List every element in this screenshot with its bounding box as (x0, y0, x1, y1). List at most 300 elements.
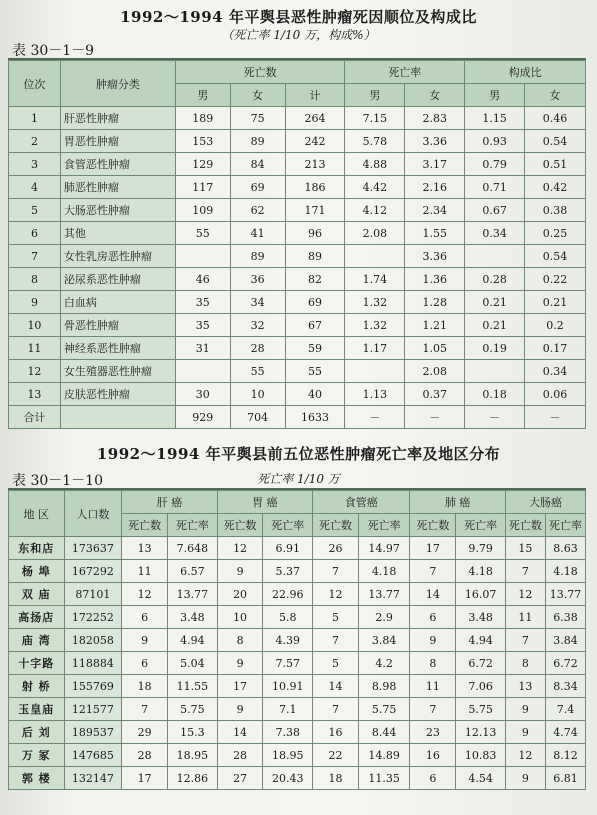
rate-cell: 5.75 (456, 698, 506, 721)
deaths-cell: 9 (410, 629, 456, 652)
rate-cell: 2.9 (358, 606, 410, 629)
rate-cell: 6.38 (545, 606, 585, 629)
value-cell: 0.22 (525, 268, 586, 291)
table-row (9, 314, 586, 337)
rank-cell: 6 (9, 222, 61, 245)
header-deaths: 死亡数 (313, 514, 359, 537)
deaths-cell: 6 (122, 652, 168, 675)
value-cell: 1.32 (345, 291, 405, 314)
header-rate: 死亡率 (545, 514, 585, 537)
value-cell: 1.17 (345, 337, 405, 360)
value-cell: 3.17 (405, 153, 465, 176)
value-cell (175, 360, 230, 383)
deaths-cell: 12 (505, 583, 545, 606)
value-cell: － (405, 406, 465, 429)
header-rate: 死亡率 (358, 514, 410, 537)
rate-cell: 7.648 (168, 537, 218, 560)
value-cell: 3.36 (405, 245, 465, 268)
rate-cell: 5.04 (168, 652, 218, 675)
rate-cell: 3.48 (456, 606, 506, 629)
value-cell: 0.2 (525, 314, 586, 337)
deaths-cell: 18 (313, 767, 359, 790)
population-cell: 147685 (64, 744, 122, 767)
header-deaths: 死亡数 (410, 514, 456, 537)
header-population: 人口数 (64, 491, 122, 537)
deaths-cell: 11 (410, 675, 456, 698)
table-row (9, 767, 586, 790)
table-row (9, 268, 586, 291)
table-row (9, 744, 586, 767)
deaths-cell: 9 (505, 721, 545, 744)
table-row (9, 675, 586, 698)
value-cell: 0.46 (525, 107, 586, 130)
table-row (9, 537, 586, 560)
value-cell: 1.21 (405, 314, 465, 337)
table-row (9, 383, 586, 406)
value-cell: 1633 (285, 406, 345, 429)
deaths-cell: 14 (313, 675, 359, 698)
value-cell: 4.12 (345, 199, 405, 222)
value-cell: 4.88 (345, 153, 405, 176)
deaths-cell: 13 (505, 675, 545, 698)
value-cell: 89 (230, 245, 285, 268)
rate-cell: 7.4 (545, 698, 585, 721)
value-cell: 0.19 (465, 337, 525, 360)
value-cell: 129 (175, 153, 230, 176)
deaths-cell: 12 (122, 583, 168, 606)
rate-cell: 13.77 (358, 583, 410, 606)
value-cell: 69 (230, 176, 285, 199)
table-row (9, 721, 586, 744)
deaths-cell: 26 (313, 537, 359, 560)
rate-cell: 3.48 (168, 606, 218, 629)
deaths-cell: 17 (122, 767, 168, 790)
header-liver-cancer: 肝 癌 (122, 491, 217, 514)
deaths-cell: 5 (313, 606, 359, 629)
rate-cell: 6.81 (545, 767, 585, 790)
rank-cell: 10 (9, 314, 61, 337)
header-rank: 位次 (9, 61, 61, 107)
rank-cell: 1 (9, 107, 61, 130)
rate-cell: 10.83 (456, 744, 506, 767)
deaths-cell: 9 (505, 767, 545, 790)
rate-cell: 5.75 (358, 698, 410, 721)
value-cell (465, 360, 525, 383)
deaths-cell: 7 (410, 560, 456, 583)
rate-cell: 7.57 (263, 652, 313, 675)
deaths-cell: 7 (313, 698, 359, 721)
rank-cell: 8 (9, 268, 61, 291)
population-cell: 172252 (64, 606, 122, 629)
deaths-cell: 8 (217, 629, 263, 652)
region-cell: 后 刘 (9, 721, 65, 744)
value-cell (465, 245, 525, 268)
tumor-category-cell: 肝恶性肿瘤 (60, 107, 175, 130)
rate-cell: 6.57 (168, 560, 218, 583)
header-male: 男 (465, 84, 525, 107)
deaths-cell: 12 (505, 744, 545, 767)
deaths-cell: 6 (122, 606, 168, 629)
rate-cell: 12.13 (456, 721, 506, 744)
deaths-cell: 17 (410, 537, 456, 560)
header-deaths: 死亡数 (175, 61, 345, 84)
value-cell (175, 245, 230, 268)
deaths-cell: 29 (122, 721, 168, 744)
rate-cell: 5.37 (263, 560, 313, 583)
table-row (9, 698, 586, 721)
deaths-cell: 13 (122, 537, 168, 560)
value-cell: 28 (230, 337, 285, 360)
table-row (9, 107, 586, 130)
rate-cell: 18.95 (263, 744, 313, 767)
table1-title: 1992～1994 年平舆县恶性肿瘤死因顺位及构成比 (120, 8, 477, 26)
value-cell: 0.34 (525, 360, 586, 383)
value-cell: 59 (285, 337, 345, 360)
value-cell: 153 (175, 130, 230, 153)
rate-cell: 16.07 (456, 583, 506, 606)
value-cell: 0.54 (525, 130, 586, 153)
rate-cell: 12.86 (168, 767, 218, 790)
tumor-category-cell: 女生殖器恶性肿瘤 (60, 360, 175, 383)
header-category: 肿瘤分类 (60, 61, 175, 107)
header-male: 男 (345, 84, 405, 107)
rate-cell: 7.06 (456, 675, 506, 698)
value-cell: 2.08 (405, 360, 465, 383)
deaths-cell: 7 (122, 698, 168, 721)
rate-cell: 4.18 (545, 560, 585, 583)
header-esophageal-cancer: 食管癌 (313, 491, 410, 514)
region-cell: 庙 湾 (9, 629, 65, 652)
header-female: 女 (405, 84, 465, 107)
value-cell: 1.74 (345, 268, 405, 291)
deaths-cell: 10 (217, 606, 263, 629)
rate-cell: 3.84 (358, 629, 410, 652)
deaths-cell: 8 (410, 652, 456, 675)
header-lung-cancer: 肺 癌 (410, 491, 505, 514)
deaths-cell: 8 (505, 652, 545, 675)
rank-cell: 5 (9, 199, 61, 222)
rate-cell: 8.98 (358, 675, 410, 698)
table1-subtitle: （死亡率 1/10 万，构成%） (221, 28, 376, 42)
value-cell: 704 (230, 406, 285, 429)
value-cell: 40 (285, 383, 345, 406)
table-row (9, 176, 586, 199)
value-cell: 3.36 (405, 130, 465, 153)
deaths-cell: 27 (217, 767, 263, 790)
table-row (9, 291, 586, 314)
table-row (9, 583, 586, 606)
mortality-rank-table (8, 60, 586, 429)
value-cell: 2.34 (405, 199, 465, 222)
value-cell: 2.83 (405, 107, 465, 130)
table2-subtitle: 死亡率 1/10 万 (257, 472, 340, 486)
regional-mortality-table (8, 490, 586, 790)
population-cell: 155769 (64, 675, 122, 698)
tumor-category-cell: 神经系恶性肿瘤 (60, 337, 175, 360)
deaths-cell: 22 (313, 744, 359, 767)
rate-cell: 4.18 (358, 560, 410, 583)
table-row (9, 360, 586, 383)
region-cell: 郭 楼 (9, 767, 65, 790)
header-deaths: 死亡数 (122, 514, 168, 537)
value-cell: 1.13 (345, 383, 405, 406)
header-total: 计 (285, 84, 345, 107)
value-cell (345, 245, 405, 268)
rate-cell: 11.35 (358, 767, 410, 790)
value-cell: 0.54 (525, 245, 586, 268)
deaths-cell: 7 (313, 560, 359, 583)
population-cell: 189537 (64, 721, 122, 744)
table-row (9, 406, 586, 429)
deaths-cell: 14 (410, 583, 456, 606)
deaths-cell: 6 (410, 767, 456, 790)
rate-cell: 20.43 (263, 767, 313, 790)
table-row (9, 629, 586, 652)
deaths-cell: 12 (217, 537, 263, 560)
header-rate: 死亡率 (263, 514, 313, 537)
deaths-cell: 16 (410, 744, 456, 767)
tumor-category-cell: 骨恶性肿瘤 (60, 314, 175, 337)
table-row (9, 153, 586, 176)
value-cell: 0.67 (465, 199, 525, 222)
rate-cell: 4.54 (456, 767, 506, 790)
region-cell: 杨 埠 (9, 560, 65, 583)
value-cell: 35 (175, 314, 230, 337)
value-cell: 30 (175, 383, 230, 406)
rate-cell: 9.79 (456, 537, 506, 560)
value-cell: 0.25 (525, 222, 586, 245)
rate-cell: 5.8 (263, 606, 313, 629)
rate-cell: 8.63 (545, 537, 585, 560)
deaths-cell: 7 (313, 629, 359, 652)
deaths-cell: 17 (217, 675, 263, 698)
rate-cell: 7.38 (263, 721, 313, 744)
deaths-cell: 11 (505, 606, 545, 629)
deaths-cell: 6 (410, 606, 456, 629)
value-cell: 34 (230, 291, 285, 314)
value-cell: 0.06 (525, 383, 586, 406)
rate-cell: 4.94 (168, 629, 218, 652)
table-row (9, 130, 586, 153)
value-cell: － (345, 406, 405, 429)
rank-cell: 11 (9, 337, 61, 360)
value-cell: 2.08 (345, 222, 405, 245)
table-row (9, 337, 586, 360)
deaths-cell: 28 (122, 744, 168, 767)
rank-cell: 13 (9, 383, 61, 406)
population-cell: 87101 (64, 583, 122, 606)
value-cell: 186 (285, 176, 345, 199)
deaths-cell: 15 (505, 537, 545, 560)
value-cell: 5.78 (345, 130, 405, 153)
value-cell: 0.17 (525, 337, 586, 360)
rate-cell: 15.3 (168, 721, 218, 744)
value-cell: 55 (285, 360, 345, 383)
rate-cell: 4.94 (456, 629, 506, 652)
deaths-cell: 9 (505, 698, 545, 721)
header-region: 地 区 (9, 491, 65, 537)
value-cell: 1.36 (405, 268, 465, 291)
value-cell: － (465, 406, 525, 429)
population-cell: 132147 (64, 767, 122, 790)
value-cell: 2.16 (405, 176, 465, 199)
tumor-category-cell: 女性乳房恶性肿瘤 (60, 245, 175, 268)
rate-cell: 4.74 (545, 721, 585, 744)
rate-cell: 22.96 (263, 583, 313, 606)
region-cell: 双 庙 (9, 583, 65, 606)
header-male: 男 (175, 84, 230, 107)
rate-cell: 5.75 (168, 698, 218, 721)
value-cell: 4.42 (345, 176, 405, 199)
value-cell: 0.18 (465, 383, 525, 406)
rate-cell: 6.72 (456, 652, 506, 675)
value-cell: 36 (230, 268, 285, 291)
region-cell: 射 桥 (9, 675, 65, 698)
value-cell: 0.21 (465, 291, 525, 314)
rank-cell: 2 (9, 130, 61, 153)
deaths-cell: 5 (313, 652, 359, 675)
deaths-cell: 12 (313, 583, 359, 606)
value-cell: 31 (175, 337, 230, 360)
value-cell: 35 (175, 291, 230, 314)
value-cell: 1.05 (405, 337, 465, 360)
rank-cell: 12 (9, 360, 61, 383)
value-cell: 242 (285, 130, 345, 153)
population-cell: 173637 (64, 537, 122, 560)
deaths-cell: 9 (217, 698, 263, 721)
value-cell: 0.71 (465, 176, 525, 199)
value-cell: 0.93 (465, 130, 525, 153)
value-cell: 1.15 (465, 107, 525, 130)
value-cell (345, 360, 405, 383)
value-cell: 55 (230, 360, 285, 383)
value-cell: 89 (285, 245, 345, 268)
deaths-cell: 23 (410, 721, 456, 744)
value-cell: 96 (285, 222, 345, 245)
value-cell: 189 (175, 107, 230, 130)
rate-cell: 3.84 (545, 629, 585, 652)
tumor-category-cell: 肺恶性肿瘤 (60, 176, 175, 199)
rank-cell: 7 (9, 245, 61, 268)
rate-cell: 7.1 (263, 698, 313, 721)
value-cell: 84 (230, 153, 285, 176)
rate-cell: 13.77 (545, 583, 585, 606)
value-cell: 69 (285, 291, 345, 314)
deaths-cell: 9 (217, 560, 263, 583)
value-cell: 0.51 (525, 153, 586, 176)
value-cell: 10 (230, 383, 285, 406)
deaths-cell: 14 (217, 721, 263, 744)
value-cell: 264 (285, 107, 345, 130)
table-row (9, 606, 586, 629)
value-cell: 46 (175, 268, 230, 291)
deaths-cell: 9 (122, 629, 168, 652)
deaths-cell: 28 (217, 744, 263, 767)
value-cell: 117 (175, 176, 230, 199)
header-rate: 死亡率 (456, 514, 506, 537)
rank-cell: 合计 (9, 406, 61, 429)
table-row (9, 245, 586, 268)
value-cell: 55 (175, 222, 230, 245)
header-rate: 死亡率 (168, 514, 218, 537)
table-row (9, 652, 586, 675)
rate-cell: 10.91 (263, 675, 313, 698)
tumor-category-cell: 胃恶性肿瘤 (60, 130, 175, 153)
value-cell: 1.28 (405, 291, 465, 314)
rate-cell: 14.89 (358, 744, 410, 767)
deaths-cell: 20 (217, 583, 263, 606)
deaths-cell: 7 (505, 560, 545, 583)
value-cell: 89 (230, 130, 285, 153)
population-cell: 167292 (64, 560, 122, 583)
value-cell: 1.32 (345, 314, 405, 337)
tumor-category-cell: 泌尿系恶性肿瘤 (60, 268, 175, 291)
header-deaths: 死亡数 (217, 514, 263, 537)
region-cell: 万 冢 (9, 744, 65, 767)
tumor-category-cell: 白血病 (60, 291, 175, 314)
rate-cell: 8.34 (545, 675, 585, 698)
deaths-cell: 7 (410, 698, 456, 721)
value-cell: 0.21 (525, 291, 586, 314)
population-cell: 118884 (64, 652, 122, 675)
value-cell: 0.34 (465, 222, 525, 245)
rate-cell: 8.44 (358, 721, 410, 744)
tumor-category-cell: 大肠恶性肿瘤 (60, 199, 175, 222)
value-cell: 171 (285, 199, 345, 222)
rate-cell: 13.77 (168, 583, 218, 606)
rate-cell: 8.12 (545, 744, 585, 767)
deaths-cell: 16 (313, 721, 359, 744)
region-cell: 高扬店 (9, 606, 65, 629)
header-colorectal-cancer: 大肠癌 (505, 491, 585, 514)
rate-cell: 11.55 (168, 675, 218, 698)
value-cell: 75 (230, 107, 285, 130)
header-female: 女 (525, 84, 586, 107)
deaths-cell: 18 (122, 675, 168, 698)
rate-cell: 6.91 (263, 537, 313, 560)
value-cell: 929 (175, 406, 230, 429)
table-row (9, 222, 586, 245)
rate-cell: 4.39 (263, 629, 313, 652)
table2-title: 1992～1994 年平舆县前五位恶性肿瘤死亡率及地区分布 (96, 445, 501, 463)
value-cell: 0.38 (525, 199, 586, 222)
table-row (9, 560, 586, 583)
value-cell: 0.79 (465, 153, 525, 176)
rank-cell: 9 (9, 291, 61, 314)
tumor-category-cell (60, 406, 175, 429)
value-cell: 67 (285, 314, 345, 337)
deaths-cell: 11 (122, 560, 168, 583)
region-cell: 东和店 (9, 537, 65, 560)
rate-cell: 18.95 (168, 744, 218, 767)
value-cell: 0.28 (465, 268, 525, 291)
value-cell: 0.42 (525, 176, 586, 199)
value-cell: 62 (230, 199, 285, 222)
header-deaths: 死亡数 (505, 514, 545, 537)
region-cell: 玉皇庙 (9, 698, 65, 721)
value-cell: 213 (285, 153, 345, 176)
rank-cell: 3 (9, 153, 61, 176)
header-female: 女 (230, 84, 285, 107)
region-cell: 十字路 (9, 652, 65, 675)
table2-id: 表 30－1－10 (12, 473, 103, 489)
header-composition: 构成比 (465, 61, 586, 84)
tumor-category-cell: 其他 (60, 222, 175, 245)
value-cell: 41 (230, 222, 285, 245)
rank-cell: 4 (9, 176, 61, 199)
value-cell: 32 (230, 314, 285, 337)
rate-cell: 14.97 (358, 537, 410, 560)
